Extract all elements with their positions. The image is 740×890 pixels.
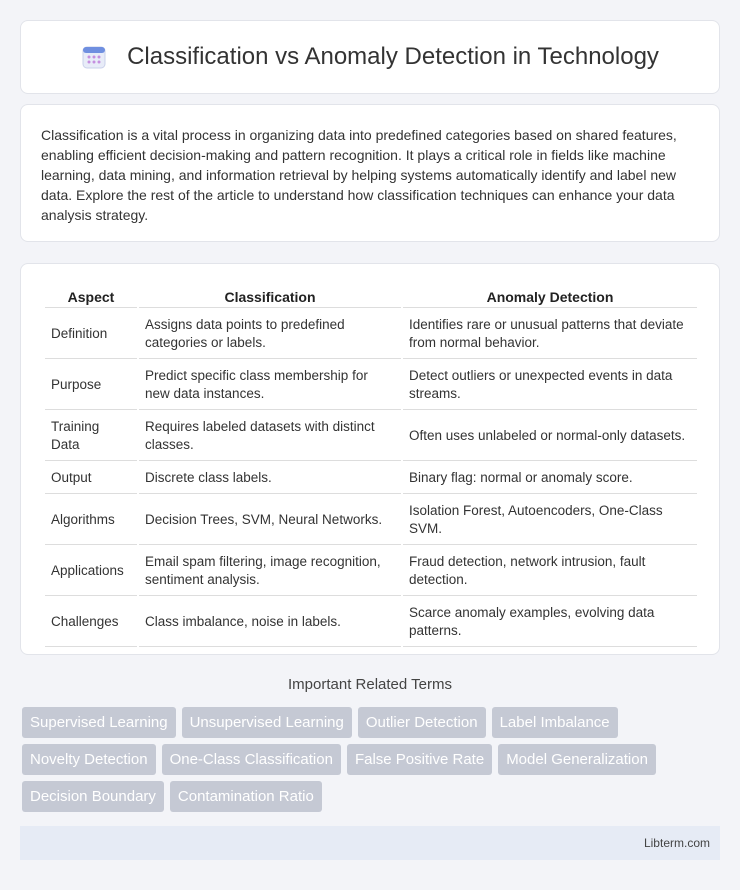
header-anomaly-detection: Anomaly Detection xyxy=(403,286,697,308)
intro-text: Classification is a vital process in organizing data into predefined categories based on shared features, enabling efficient decision-making and pattern recognition. It plays a critical role in fields like machine learning, data mining, and information retrieval by helping systems automatically identify and label new data. Explore the rest of the article to understand how classification techniques can enhance your data analysis strategy. xyxy=(41,127,677,223)
related-term-tag[interactable]: Decision Boundary xyxy=(22,781,164,812)
related-term-tag[interactable]: Model Generalization xyxy=(498,744,656,775)
page-title: Classification vs Anomaly Detection in Technology xyxy=(127,43,659,70)
table-row xyxy=(45,463,697,494)
cell-aspect: Challenges xyxy=(45,598,137,647)
related-terms-title: Important Related Terms xyxy=(288,676,452,693)
cell-classification: Discrete class labels. xyxy=(139,463,401,494)
related-term-tag[interactable]: Outlier Detection xyxy=(358,707,486,738)
table-row xyxy=(45,310,697,359)
cell-anomaly: Often uses unlabeled or normal-only datasets. xyxy=(403,412,697,461)
cell-aspect: Applications xyxy=(45,547,137,596)
cell-aspect: Algorithms xyxy=(45,496,137,545)
header-aspect: Aspect xyxy=(45,286,137,308)
related-term-tag[interactable]: False Positive Rate xyxy=(347,744,492,775)
table-row xyxy=(45,496,697,545)
table-row xyxy=(45,412,697,461)
cell-classification: Requires labeled datasets with distinct classes. xyxy=(139,412,401,461)
table-row xyxy=(45,598,697,647)
cell-classification: Email spam filtering, image recognition, sentiment analysis. xyxy=(139,547,401,596)
cell-aspect: Purpose xyxy=(45,361,137,410)
cell-anomaly: Scarce anomaly examples, evolving data patterns. xyxy=(403,598,697,647)
cell-anomaly: Fraud detection, network intrusion, fault detection. xyxy=(403,547,697,596)
related-term-tag[interactable]: One-Class Classification xyxy=(162,744,341,775)
related-term-tag[interactable]: Supervised Learning xyxy=(22,707,176,738)
related-term-tag[interactable]: Label Imbalance xyxy=(492,707,618,738)
comparison-table xyxy=(43,284,699,649)
cell-classification: Class imbalance, noise in labels. xyxy=(139,598,401,647)
cell-classification: Decision Trees, SVM, Neural Networks. xyxy=(139,496,401,545)
cell-aspect: Definition xyxy=(45,310,137,359)
footer xyxy=(20,826,720,860)
calendar-icon xyxy=(81,44,107,70)
comparison-card xyxy=(20,263,720,655)
cell-aspect: Output xyxy=(45,463,137,494)
cell-anomaly: Identifies rare or unusual patterns that deviate from normal behavior. xyxy=(403,310,697,359)
related-term-tag[interactable]: Unsupervised Learning xyxy=(182,707,352,738)
intro-card xyxy=(20,104,720,242)
footer-site-link[interactable]: Libterm.com xyxy=(643,836,710,850)
header-classification: Classification xyxy=(139,286,401,308)
related-term-tag[interactable]: Novelty Detection xyxy=(22,744,156,775)
cell-anomaly: Detect outliers or unexpected events in data streams. xyxy=(403,361,697,410)
cell-classification: Assigns data points to predefined categories or labels. xyxy=(139,310,401,359)
cell-anomaly: Isolation Forest, Autoencoders, One-Class SVM. xyxy=(403,496,697,545)
table-row xyxy=(45,361,697,410)
cell-classification: Predict specific class membership for new data instances. xyxy=(139,361,401,410)
related-terms xyxy=(22,707,722,818)
cell-anomaly: Binary flag: normal or anomaly score. xyxy=(403,463,697,494)
table-row xyxy=(45,547,697,596)
table-header-row xyxy=(45,286,697,308)
cell-aspect: Training Data xyxy=(45,412,137,461)
header-card xyxy=(20,20,720,94)
related-term-tag[interactable]: Contamination Ratio xyxy=(170,781,322,812)
